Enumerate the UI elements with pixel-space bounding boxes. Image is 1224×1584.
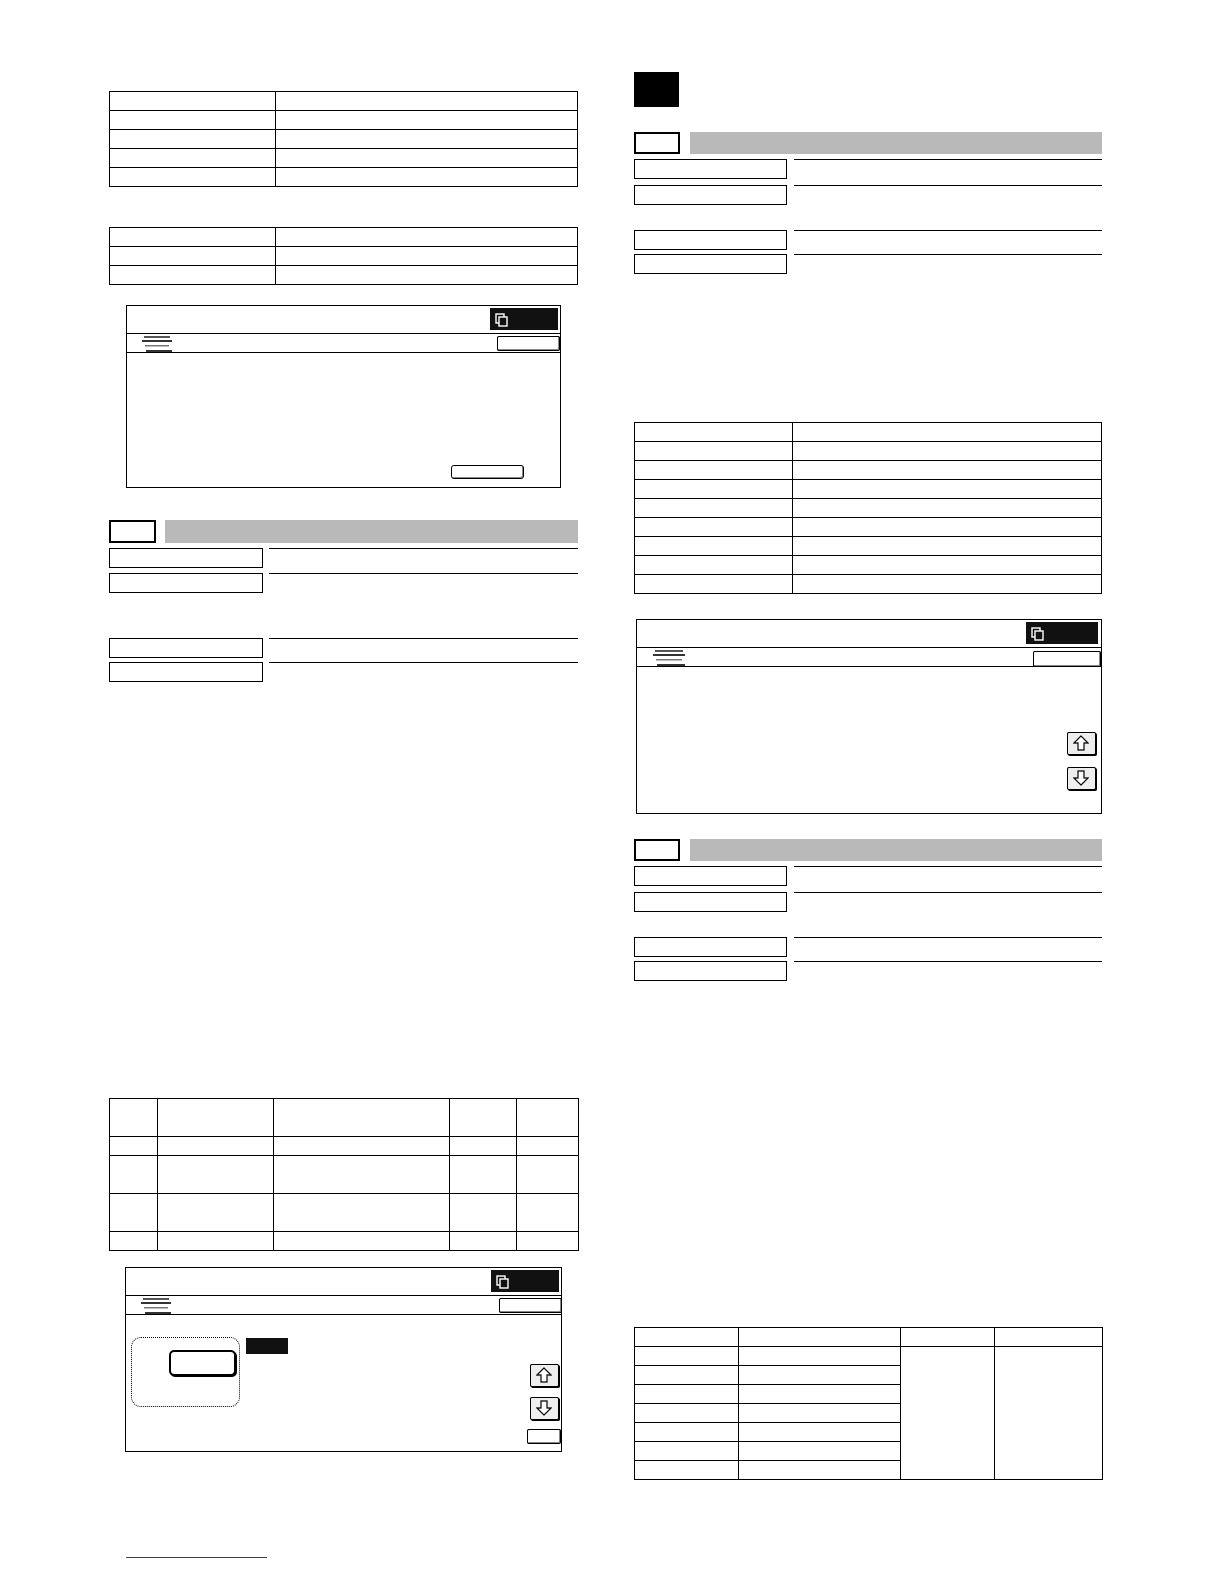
section-3-rule-3 [794, 937, 1102, 938]
section-3-rule-4 [794, 961, 1102, 962]
section-3-title-bar [690, 839, 1102, 861]
copy-mode-badge[interactable] [490, 308, 558, 330]
section-2-item-4 [634, 254, 787, 274]
section-1-rule-3 [269, 638, 578, 639]
down-arrow-icon [1073, 770, 1089, 786]
section-1-rule-2 [269, 573, 578, 574]
section-2-rule-4 [794, 254, 1102, 255]
chapter-marker [634, 72, 679, 107]
action-button[interactable] [451, 465, 524, 479]
section-2-item-1 [634, 159, 787, 179]
section-1-code-box [109, 520, 156, 543]
up-arrow-icon [1073, 735, 1089, 751]
screen-mockup-2 [125, 1267, 562, 1452]
screen-sub-bar [637, 647, 1101, 667]
setting-value-box[interactable] [169, 1350, 236, 1376]
scroll-down-button[interactable] [530, 1397, 559, 1420]
section-2-item-3 [634, 230, 787, 250]
section-1-item-1 [109, 548, 263, 568]
copy-mode-badge[interactable] [1026, 622, 1098, 644]
paper-stack-icon [140, 334, 174, 356]
scroll-up-button[interactable] [1067, 732, 1096, 755]
section-3-item-2 [634, 892, 787, 912]
section-3-code-box [634, 839, 680, 861]
paper-stack-icon [139, 1296, 173, 1318]
ok-button[interactable] [499, 1298, 562, 1313]
screen-mockup-1 [126, 305, 561, 488]
copy-mode-icon [1031, 627, 1045, 641]
screen-mockup-3 [636, 619, 1102, 814]
section-2-item-2 [634, 185, 787, 205]
scroll-up-button[interactable] [530, 1364, 559, 1387]
table-e [634, 1327, 1103, 1480]
section-1-rule-4 [269, 662, 578, 663]
section-2-rule-2 [794, 185, 1102, 186]
close-button[interactable] [527, 1429, 561, 1444]
ok-button[interactable] [497, 336, 560, 351]
table-d [634, 422, 1102, 594]
section-2-rule-1 [794, 159, 1102, 160]
section-2-code-box [634, 132, 680, 154]
table-c [109, 1098, 579, 1251]
section-1-item-4 [109, 662, 263, 682]
section-3-rule-2 [794, 892, 1102, 893]
copy-mode-icon [496, 1275, 510, 1289]
screen-sub-bar [127, 333, 560, 353]
section-3-rule-1 [794, 866, 1102, 867]
section-3-item-1 [634, 866, 787, 886]
screen-sub-bar [126, 1295, 561, 1315]
table-b [109, 227, 578, 285]
paper-stack-icon [651, 648, 687, 670]
section-2-title-bar [690, 132, 1102, 154]
scroll-down-button[interactable] [1067, 767, 1096, 790]
section-1-item-3 [109, 638, 263, 658]
section-1-item-2 [109, 573, 263, 593]
ok-button[interactable] [1033, 651, 1101, 667]
table-a [109, 91, 578, 187]
section-1-title-bar [165, 520, 578, 543]
section-2-rule-3 [794, 230, 1102, 231]
section-3-item-3 [634, 937, 787, 957]
footer-link-underline[interactable] [126, 1557, 267, 1558]
section-1-rule-1 [269, 548, 578, 549]
copy-mode-icon [495, 313, 509, 327]
highlight-label [246, 1338, 288, 1354]
up-arrow-icon [536, 1367, 552, 1383]
down-arrow-icon [536, 1400, 552, 1416]
section-3-item-4 [634, 961, 787, 981]
copy-mode-badge[interactable] [491, 1270, 559, 1292]
